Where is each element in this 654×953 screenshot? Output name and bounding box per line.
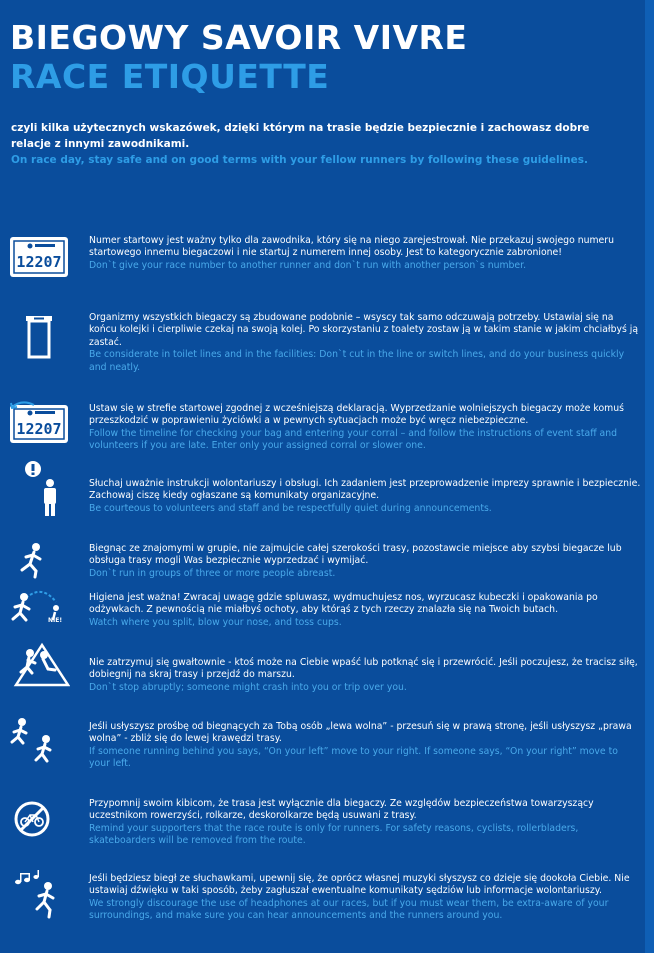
rule-english: Remind your supporters that the race route is only for runners. For safety reasons, cyclists, rollerbladers, skateboarders will be removed from the route.: [89, 822, 579, 847]
rule-text: [89, 873, 641, 923]
rule-text: [89, 798, 641, 848]
rule-text: [89, 478, 641, 515]
start-corral-bib-icon: [8, 399, 70, 447]
rule-text: [89, 721, 641, 771]
rule-english: Be considerate in toilet lines and in the facilities: Don`t cut in the line or switch lines, and do your business quickly and neatly.: [89, 349, 625, 373]
race-bib-icon: [8, 233, 70, 281]
rule-text: [89, 543, 641, 580]
rule-english: Be courteous to volunteers and staff and be respectfully quiet during announcements.: [89, 502, 492, 514]
intro: [11, 120, 631, 168]
toilet-icon: [8, 312, 70, 360]
spitting-runner-icon: [8, 588, 70, 636]
intro-polish: czyli kilka użytecznych wskazówek, dzięki którym na trasie będzie bezpiecznie i zachowasz dobre relacje z innymi zawodnikami.: [11, 122, 590, 150]
right-edge-strip: [645, 0, 654, 953]
rule-english: If someone running behind you says, “On your left” move to your right. If someone says, “On your right” move to your left.: [89, 745, 618, 770]
runner-collision-icon: [8, 641, 70, 689]
rule-polish: Ustaw się w strefie startowej zgodnej z wcześniejszą deklaracją. Wyprzedzanie wolniejszych biegaczy może komuś przeszkodzić w poprawieniu życiówki a w pewnych sytuacjach może być wręcz niebezpieczne.: [89, 403, 624, 427]
rule-english: We strongly discourage the use of headphones at our races, but if you must wear them, be extra-aware of your surroundings, and make sure you can hear announcements and the runners around you.: [89, 897, 609, 922]
svg-text:NIE!: NIE!: [48, 617, 63, 624]
svg-text:12207: 12207: [16, 420, 62, 438]
volunteer-attention-icon: [8, 461, 70, 517]
rule-text: [89, 235, 641, 272]
rule-english: Don`t stop abruptly; someone might crash into you or trip over you.: [89, 681, 407, 693]
rule-english: Watch where you split, blow your nose, and toss cups.: [89, 616, 342, 628]
runners-group-icon: [8, 540, 70, 588]
rule-polish: Organizmy wszystkich biegaczy są zbudowane podobnie – wsyscy tak samo odczuwają potrzeby. Ustawiaj się na końcu kolejki i cierpliwie czekaj na swoją kolej. Po skorzystaniu z toalety zostaw ją w takim stanie w jakim chciałbyś ją zastać.: [89, 312, 639, 348]
rule-text: [89, 403, 641, 453]
no-bikes-icon: [8, 797, 70, 845]
rule-english: Don`t run in groups of three or more people abreast.: [89, 567, 336, 579]
rule-text: [89, 657, 641, 694]
rule-polish: Numer startowy jest ważny tylko dla zawodnika, który się na niego zarejestrował. Nie przekazuj swojego numeru startowego innemu biegaczowi i nie startuj z numerem innej osoby. Jest to kategorycznie zabronione!: [89, 235, 614, 259]
svg-text:12207: 12207: [16, 253, 62, 271]
title-polish: BIEGOWY SAVOIR VIVRE: [10, 18, 468, 57]
rule-polish: Jeśli będziesz biegł ze słuchawkami, upewnij się, że oprócz własnej muzyki słyszysz co dzieje się dookoła Ciebie. Nie ustawiaj dźwięku w taki sposób, żeby zagłuszał ewentualne komunikaty sędziów lub informacje wolontariuszy.: [89, 873, 630, 897]
rule-english: Don`t give your race number to another runner and don`t run with another person`s number.: [89, 259, 527, 271]
title-english: RACE ETIQUETTE: [10, 57, 330, 96]
rule-polish: Jeśli usłyszysz prośbę od biegnących za Tobą osób „lewa wolna” - przesuń się w prawą stronę, jeśli usłyszysz „prawa wolna” - zbliż się do lewej krawędzi trasy.: [89, 721, 632, 745]
rule-polish: Nie zatrzymuj się gwałtownie - ktoś może na Ciebie wpaść lub potknąć się i przewrócić. Jeśli poczujesz, że tracisz siłę, dobiegnij na skraj trasy i przejdź do marszu.: [89, 657, 638, 681]
intro-english: On race day, stay safe and on good terms with your fellow runners by following these guidelines.: [11, 154, 588, 166]
overtaking-runners-icon: [8, 717, 70, 769]
rule-polish: Słuchaj uważnie instrukcji wolontariuszy i obsługi. Ich zadaniem jest przeprowadzenie imprezy sprawnie i bezpiecznie. Zachowaj ciszę kiedy ogłaszane są komunikaty organizacyjne.: [89, 478, 641, 502]
rule-english: Follow the timeline for checking your bag and entering your corral – and follow the instructions of event staff and volunteers if you are late. Enter only your assigned corral or slower one.: [89, 427, 618, 452]
rule-polish: Biegnąc ze znajomymi w grupie, nie zajmujcie całej szerokości trasy, pozostawcie miejsce aby szybsi biegacze lub obsługa trasy mogli Was bezpiecznie wyprzedzać i wymijać.: [89, 543, 622, 567]
rule-polish: Higiena jest ważna! Zwracaj uwagę gdzie spluwasz, wydmuchujesz nos, wyrzucasz kubeczki i opakowania po odżywkach. Z pewnością nie miałbyś ochoty, aby którąś z tych rzeczy znalazła się na Twoich butach.: [89, 592, 598, 616]
music-runner-icon: [8, 870, 70, 922]
rule-text: [89, 312, 641, 374]
rule-text: [89, 592, 641, 629]
rule-polish: Przypomnij swoim kibicom, że trasa jest wyłącznie dla biegaczy. Ze względów bezpieczeństwa towarzyszący uczestnikom rowerzyści, rolkarze, deskorolkarze będą usuwani z trasy.: [89, 798, 594, 822]
